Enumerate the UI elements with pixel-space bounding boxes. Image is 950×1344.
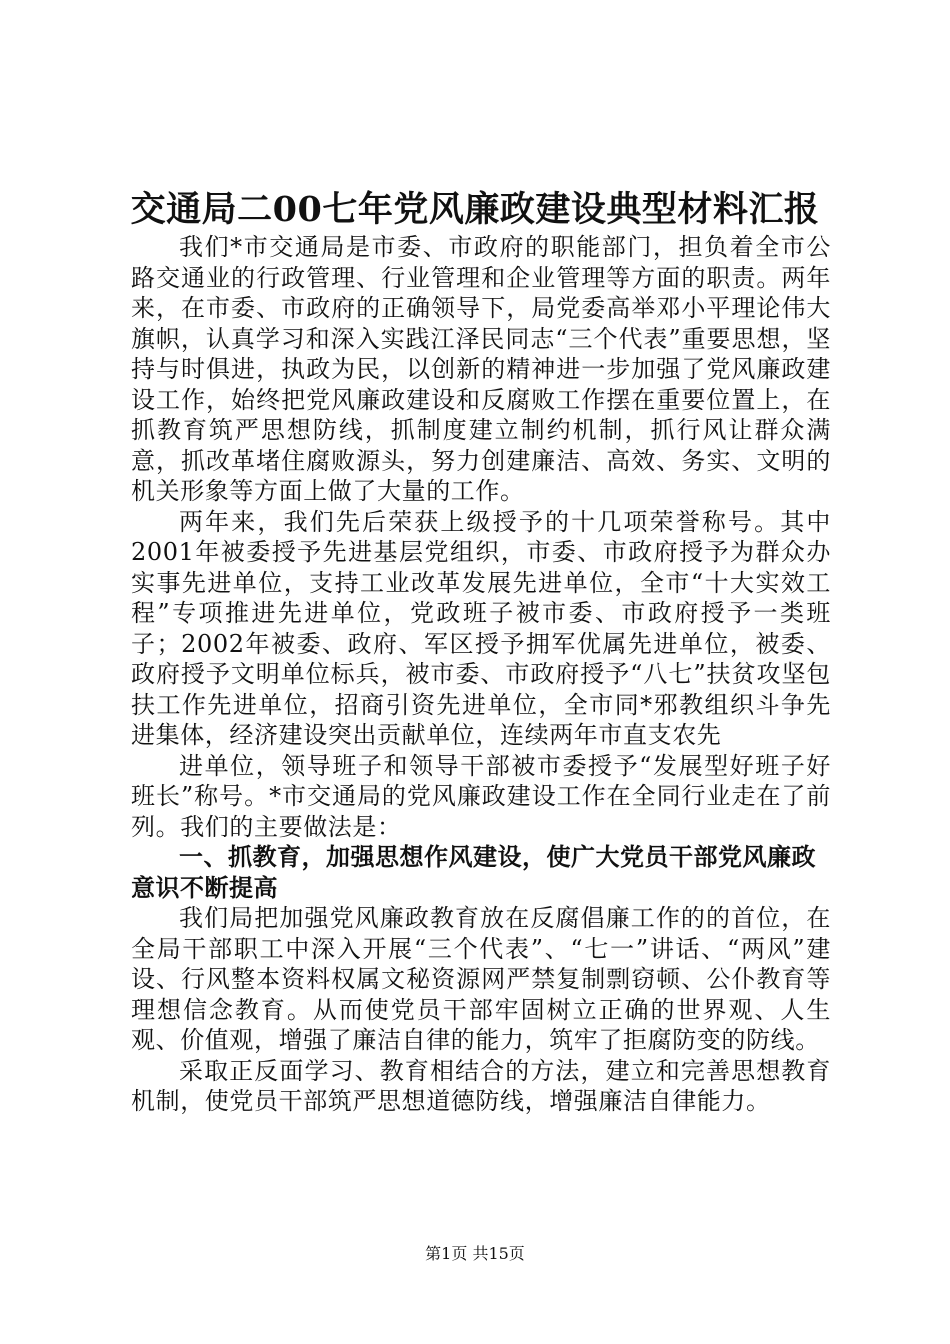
page-number-footer: 第1页 共15页 (425, 1244, 525, 1263)
document-title: 交通局二00七年党风廉政建设典型材料汇报 (130, 189, 820, 230)
document-body (131, 232, 831, 1117)
paragraph-honors-continued: 进单位，领导班子和领导干部被市委授予“发展型好班子好班长”称号。*市交通局的党风廉政建设工作在全同行业走在了前列。我们的主要做法是： (131, 751, 831, 841)
paragraph-intro: 我们*市交通局是市委、市政府的职能部门，担负着全市公路交通业的行政管理、行业管理和企业管理等方面的职责。两年来，在市委、市政府的正确领导下，局党委高举邓小平理论伟大旗帜，认真学习和深入实践江泽民同志“三个代表”重要思想，坚持与时俱进，执政为民，以创新的精神进一步加强了党风廉政建设工作，始终把党风廉政建设和反腐败工作摆在重要位置上，在抓教育筑严思想防线，抓制度建立制约机制，抓行风让群众满意，抓改革堵住腐败源头，努力创建廉洁、高效、务实、文明的机关形象等方面上做了大量的工作。 (131, 233, 831, 505)
paragraph-education: 我们局把加强党风廉政教育放在反腐倡廉工作的的首位，在全局干部职工中深入开展“三个代表”、“七一”讲话、“两风”建设、行风整本资料权属文秘资源网严禁复制剽窃顿、公仆教育等理想信念教育。从而使党员干部牢固树立正确的世界观、人生观、价值观，增强了廉洁自律的能力，筑牢了拒腐防变的防线。 (131, 904, 831, 1054)
paragraph-methods: 采取正反面学习、教育相结合的方法，建立和完善思想教育机制，使党员干部筑严思想道德防线，增强廉洁自律能力。 (131, 1056, 831, 1115)
section-heading-1: 一、抓教育，加强思想作风建设，使广大党员干部党风廉政意识不断提高 (131, 843, 816, 902)
paragraph-honors: 两年来，我们先后荣获上级授予的十几项荣誉称号。其中2001年被委授予先进基层党组织，市委、市政府授予为群众办实事先进单位，支持工业改革发展先进单位，全市“十大实效工程”专项推进先进单位，党政班子被市委、市政府授予一类班子；2002年被委、政府、军区授予拥军优属先进单位，被委、政府授予文明单位标兵，被市委、市政府授予“八七”扶贫攻坚包扶工作先进单位，招商引资先进单位，全市同*邪教组织斗争先进集体，经济建设突出贡献单位，连续两年市直支农先 (131, 507, 831, 749)
